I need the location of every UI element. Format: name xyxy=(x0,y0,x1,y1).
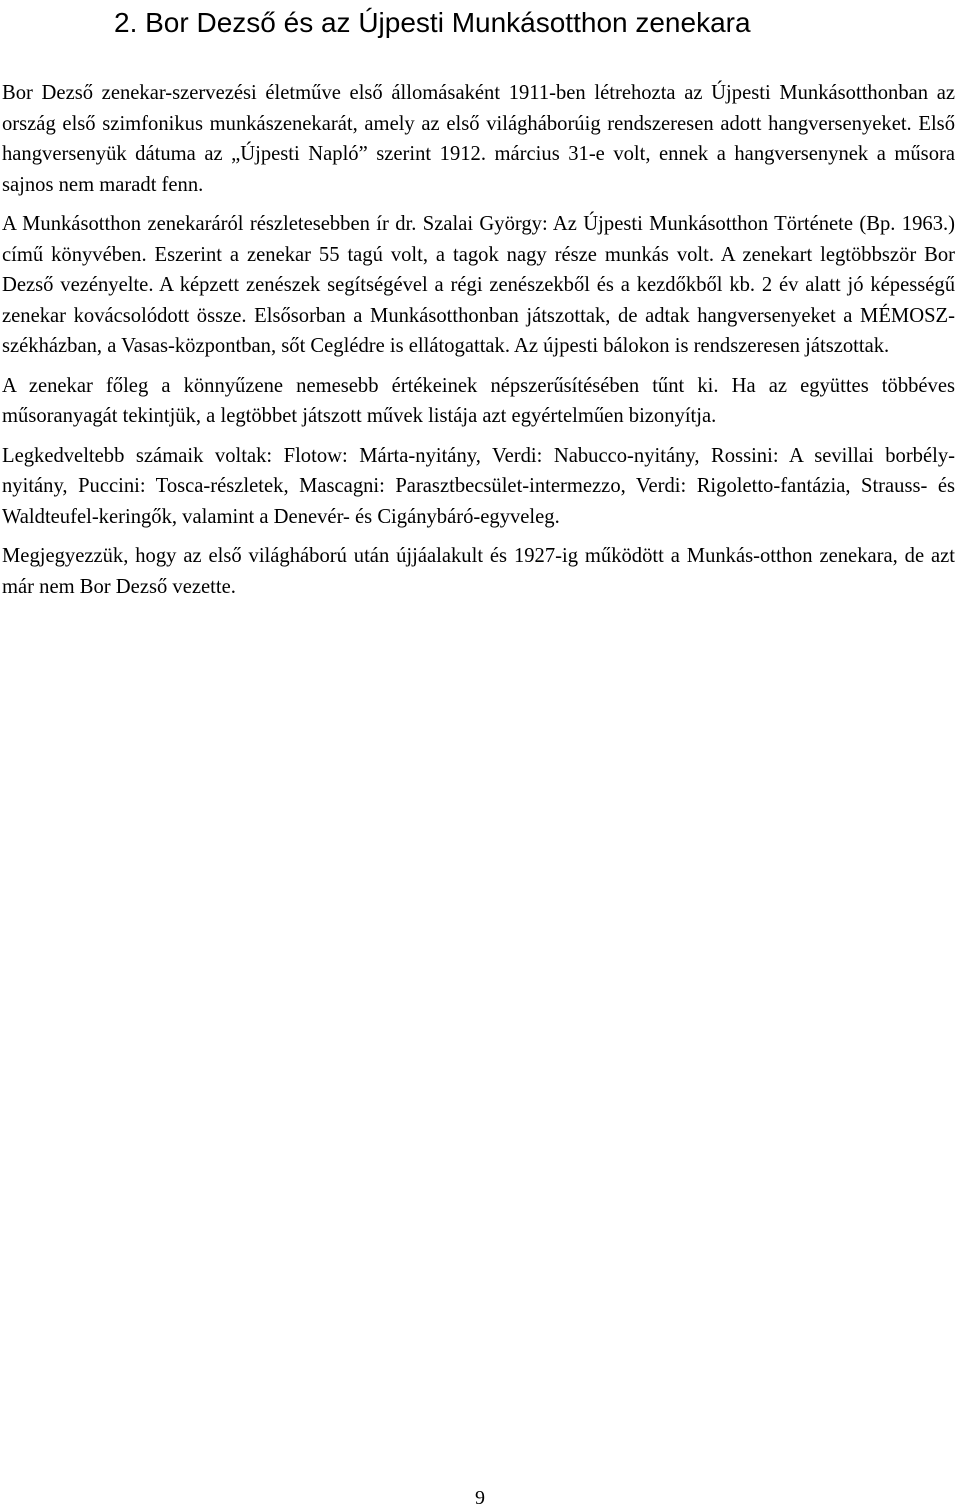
paragraph-orchestra-details: A Munkásotthon zenekaráról részletesebben ír dr. Szalai György: Az Újpesti Munkásotthon Története (Bp. 1963.) című könyvében. Eszerint a zenekar 55 tagú volt, a tagok nagy része munkás volt. A zenekart legtöbbször Bor Dezső vezényelte. A képzett zenészek segítségével a régi zenészekből és a kezdőkből kb. 2 év alatt jó képességű zenekar kovácsolódott össze. Elsősorban a Munkásotthonban játszottak, de adtak hangversenyeket a MÉMOSZ-székházban, a Vasas-központban, sőt Ceglédre is ellátogattak. Az újpesti bálokon is rendszeresen játszottak. xyxy=(2,213,955,357)
paragraph-favorite-pieces: Legkedveltebb számaik voltak: Flotow: Márta-nyitány, Verdi: Nabucco-nyitány, Rossini: A sevillai borbély-nyitány, Puccini: Tosca-részletek, Mascagni: Parasztbecsület-intermezzo, Verdi: Rigoletto-fantázia, Strauss- és Waldteufel-keringők, valamint a Denevér- és Cigánybáró-egyveleg. xyxy=(2,444,955,528)
paragraph-after-war: Megjegyezzük, hogy az első világháború után újjáalakult és 1927-ig működött a Munkás-otthon zenekara, de azt már nem Bor Dezső vezette. xyxy=(2,545,955,598)
paragraph-intro: Bor Dezső zenekar-szervezési életműve első állomásaként 1911-ben létrehozta az Újpesti Munkásotthonban az ország első szimfonikus munkászenekarát, amely az első világháborúig rendszeresen adott hangversenyeket. Első hangversenyük dátuma az „Újpesti Napló” szerint 1912. március 31-e volt, ennek a hangversenynek a műsora sajnos nem maradt fenn. xyxy=(2,82,955,196)
paragraph-light-music: A zenekar főleg a könnyűzene nemesebb értékeinek népszerűsítésében tűnt ki. Ha az együttes többéves műsoranyagát tekintjük, a legtöbbet játszott művek listája azt egyértelműen bizonyítja. xyxy=(2,374,955,427)
page-number: 9 xyxy=(475,1487,485,1509)
body-text xyxy=(2,78,955,611)
section-title: 2. Bor Dezső és az Újpesti Munkásotthon zenekara xyxy=(114,7,751,38)
